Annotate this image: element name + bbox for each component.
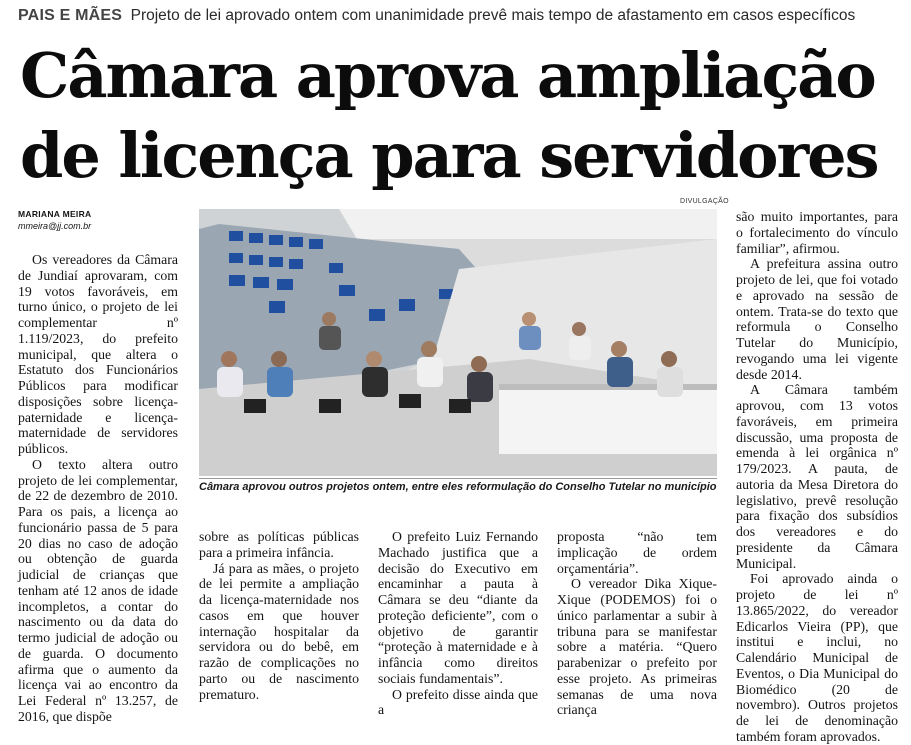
byline [18,209,91,231]
headline-line-1: Câmara aprova ampliação [20,39,875,112]
article-column-1 [18,252,178,725]
chamber-photo [199,209,717,476]
paragraph: Os vereadores da Câmara de Jundiaí aprovaram, com 19 votos favoráveis, em turno único, o projeto de lei complementar nº 1.119/2023, do prefeito municipal, que altera o Estatuto dos Funcionários Públicos para modificar disposições sobre licença-paternidade e licença-maternidade de servidores públicos. [18,252,178,456]
paragraph: Já para as mães, o projeto de lei permite a ampliação da licença-maternidade nos casos em que houver internação hospitalar da servidora ou do bebê, em razão de complicações no parto ou de nascimento prematuro. [199,560,359,702]
headline [20,36,900,196]
article-column-4 [557,529,717,718]
article-column-3 [378,529,538,718]
caption-rule [199,478,717,479]
kicker [18,7,898,25]
paragraph: O vereador Dika Xique-Xique (PODEMOS) foi o único parlamentar a subir à tribuna para se manifestar sobre a matéria. “Quero parabenizar o prefeito por esse projeto. As primeiras semanas de uma nova criança [557,576,717,718]
paragraph: O prefeito Luiz Fernando Machado justifica que a decisão do Executivo em encaminhar a pauta à Câmara se deu “diante da proteção deficiente”, com o objetivo de garantir “proteção à maternidade e à infância como direitos sociais fundamentais”. [378,529,538,686]
paragraph: A prefeitura assina outro projeto de lei, que foi votado e aprovado na sessão de ontem. Trata-se do texto que reformula o Conselho Tutelar do Município, revogando uma lei vigente desde 2014. [736,256,898,382]
paragraph: O texto altera outro projeto de lei complementar, de 22 de dezembro de 2010. Para os pais, a licença ao funcionário passa de 5 para 20 dias no caso de adoção ou obtenção de guarda judicial de crianças que tenham até 12 anos de idade incompletos, a contar do nascimento ou da data do termo judicial de adoção ou de guarda. O documento afirma que o aumento da licença vai ao encontro da Lei Federal nº 13.257, de 2016, que dispõe [18,456,178,724]
paragraph: O prefeito disse ainda que a [378,686,538,718]
article-column-5 [736,209,898,745]
section-label: PAIS E MÃES [18,7,123,24]
paragraph: Foi aprovado ainda o projeto de lei nº 13.865/2022, do vereador Edicarlos Vieira (PP), que institui e inclui, no Calendário Municipal de Eventos, o Dia Municipal do Biomédico (20 de novembro). Outros projetos de lei de denominação também foram aprovados. [736,571,898,744]
headline-line-2: de licença para servidores [20,119,878,192]
author-name: MARIANA MEIRA [18,209,92,219]
paragraph: A Câmara também aprovou, com 13 votos favoráveis, em primeira discussão, uma proposta de emenda à lei orgânica nº 179/2023. A pauta, de autoria da Mesa Diretora do legislativo, prevê resolução para fixação dos subsídios dos vereadores e do presidente da Câmara Municipal. [736,382,898,571]
photo-caption: Câmara aprovou outros projetos ontem, entre eles reformulação do Conselho Tutelar no município [199,481,717,493]
author-email: mmeira@jj.com.br [18,221,92,231]
paragraph: são muito importantes, para o fortalecimento do vínculo familiar”, afirmou. [736,209,898,256]
subheadline: Projeto de lei aprovado ontem com unanimidade prevê mais tempo de afastamento em casos específicos [130,7,856,24]
paragraph: sobre as políticas públicas para a primeira infância. [199,529,359,560]
paragraph: proposta “não tem implicação de ordem orçamentária”. [557,529,717,576]
session-photo-illustration [199,209,717,476]
photo-credit: DIVULGAÇÃO [680,198,729,205]
article-column-2 [199,529,359,702]
